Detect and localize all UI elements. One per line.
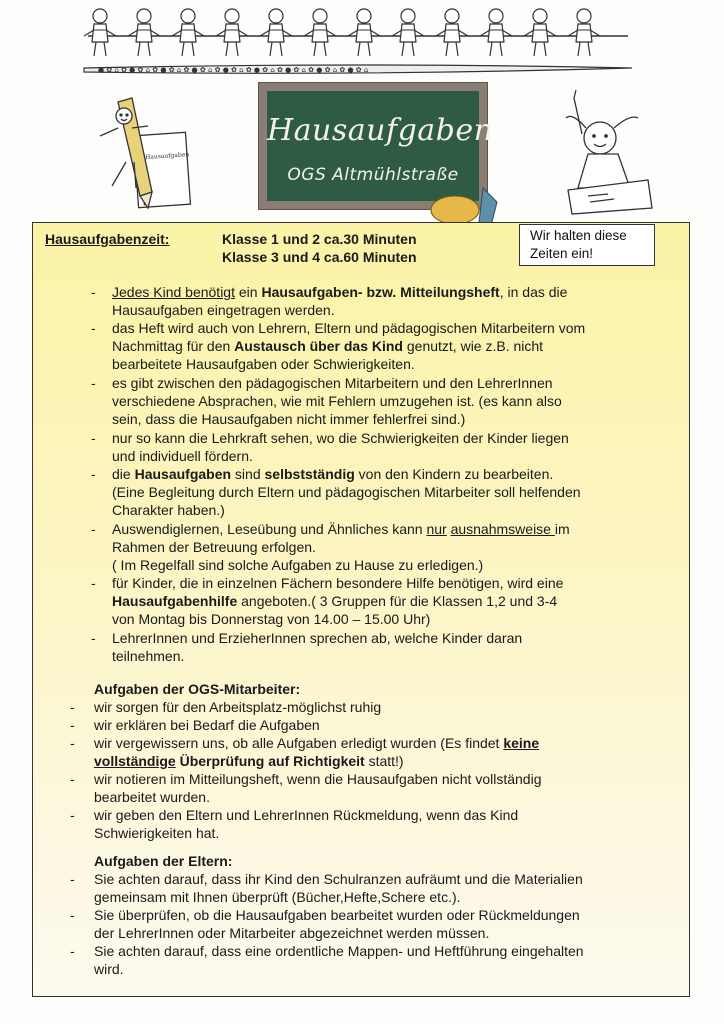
list-item: Sie achten darauf, dass ihr Kind den Schulranzen aufräumt und die Materialien bbox=[94, 871, 583, 887]
board-subtitle: OGS Altmühlstraße bbox=[287, 165, 459, 185]
list-item-line: verschiedene Absprachen, wie mit Fehlern umzugehen ist. (es kann also bbox=[112, 393, 562, 409]
callout-line: Zeiten ein! bbox=[530, 246, 594, 261]
bullet-dash: - bbox=[91, 320, 96, 336]
list-item: wir geben den Eltern und LehrerInnen Rückmeldung, wenn das Kind bbox=[94, 807, 519, 823]
list-item: wir sorgen für den Arbeitsplatz-möglichst ruhig bbox=[94, 699, 382, 715]
list-item: Sie achten darauf, dass eine ordentliche Mappen- und Heftführung eingehalten bbox=[94, 943, 584, 959]
list-item-line: Hausaufgaben eingetragen werden. bbox=[112, 302, 335, 318]
bullet-dash: - bbox=[70, 717, 75, 733]
list-item-line: gemeinsam mit Ihnen überprüft (Bücher,Hefte,Schere etc.). bbox=[94, 889, 461, 905]
parents-heading: Aufgaben der Eltern: bbox=[94, 853, 233, 869]
homework-time-label: Hausaufgabenzeit: bbox=[45, 231, 170, 247]
list-item: Jedes Kind benötigt ein Hausaufgaben- bzw. Mitteilungsheft, in das die bbox=[112, 284, 568, 300]
bullet-dash: - bbox=[70, 943, 75, 959]
list-item: für Kinder, die in einzelnen Fächern besondere Hilfe benötigen, wird eine bbox=[112, 575, 564, 591]
bullet-dash: - bbox=[70, 771, 75, 787]
list-item-line: Schwierigkeiten hat. bbox=[94, 825, 220, 841]
bullet-dash: - bbox=[70, 907, 75, 923]
callout-line: Wir halten diese bbox=[530, 228, 627, 243]
bullet-dash: - bbox=[70, 735, 75, 751]
list-item: wir erklären bei Bedarf die Aufgaben bbox=[94, 717, 320, 733]
bullet-dash: - bbox=[91, 430, 96, 446]
callout-box bbox=[519, 224, 655, 266]
board-title: Hausaufgaben bbox=[267, 113, 494, 148]
bullet-dash: - bbox=[91, 466, 96, 482]
list-item-line: bearbeitete Hausaufgaben oder Schwierigkeiten. bbox=[112, 356, 415, 372]
homework-time-row: Klasse 1 und 2 ca.30 Minuten bbox=[222, 231, 417, 247]
book-label: Hausaufgaben bbox=[144, 151, 190, 162]
ogs-heading: Aufgaben der OGS-Mitarbeiter: bbox=[94, 681, 301, 697]
list-item-line: Nachmittag für den Austausch über das Kind genutzt, wie z.B. nicht bbox=[112, 338, 544, 354]
list-item: nur so kann die Lehrkraft sehen, wo die Schwierigkeiten der Kinder liegen bbox=[112, 430, 569, 446]
bullet-dash: - bbox=[91, 521, 96, 537]
list-item-line: vollständige Überprüfung auf Richtigkeit statt!) bbox=[94, 753, 404, 769]
list-item: wir vergewissern uns, ob alle Aufgaben erledigt wurden (Es findet keine bbox=[94, 735, 540, 751]
list-item-line: Hausaufgabenhilfe angeboten.( 3 Gruppen für die Klassen 1,2 und 3-4 bbox=[112, 593, 558, 609]
list-item-line: bearbeitet wurden. bbox=[94, 789, 210, 805]
homework-time-row: Klasse 3 und 4 ca.60 Minuten bbox=[222, 249, 417, 265]
bullet-dash: - bbox=[91, 375, 96, 391]
svg-text:● ✿ ⌂ ✿ ● ✿ ⌂ ✿ ● ✿ ⌂ ✿ ● ✿ ⌂: ● ✿ ⌂ ✿ ● ✿ ⌂ ✿ ● ✿ ⌂ ✿ ● ✿ ⌂ ✿ ● ✿ ⌂ ✿ ● ✿ ⌂ ✿ ● ✿ ⌂ ✿ ● ✿ ⌂ ✿ ● ✿ ⌂ bbox=[98, 66, 369, 74]
list-item-line: Rahmen der Betreuung erfolgen. bbox=[112, 539, 316, 555]
list-item-line: Charakter haben.) bbox=[112, 502, 225, 518]
list-item: wir notieren im Mitteilungsheft, wenn die Hausaufgaben nicht vollständig bbox=[94, 771, 542, 787]
bullet-dash: - bbox=[91, 575, 96, 591]
girl-writing-illustration bbox=[548, 88, 658, 218]
list-item: LehrerInnen und ErzieherInnen sprechen ab, welche Kinder daran bbox=[112, 630, 523, 646]
bullet-dash: - bbox=[70, 807, 75, 823]
bullet-dash: - bbox=[91, 284, 96, 300]
list-item-line: von Montag bis Donnerstag von 14.00 – 15.00 Uhr) bbox=[112, 611, 431, 627]
list-item: Auswendiglernen, Leseübung und Ähnliches kann nur ausnahmsweise im bbox=[112, 521, 570, 537]
list-item-line: der LehrerInnen oder Mitarbeiter abgezeichnet werden müssen. bbox=[94, 925, 490, 941]
bullet-dash: - bbox=[91, 630, 96, 646]
list-item-line: sein, dass die Hausaufgaben nicht immer fehlerfrei sind.) bbox=[112, 411, 466, 427]
bullet-dash: - bbox=[70, 871, 75, 887]
list-item-line: ( Im Regelfall sind solche Aufgaben zu Hause zu erledigen.) bbox=[112, 557, 484, 573]
list-item: Sie überprüfen, ob die Hausaufgaben bearbeitet wurden oder Rückmeldungen bbox=[94, 907, 580, 923]
list-item: das Heft wird auch von Lehrern, Eltern und pädagogischen Mitarbeitern vom bbox=[112, 320, 586, 336]
list-item: es gibt zwischen den pädagogischen Mitarbeitern und den LehrerInnen bbox=[112, 375, 553, 391]
list-item-line: und individuell fördern. bbox=[112, 448, 253, 464]
children-chain-illustration bbox=[78, 6, 638, 86]
list-item-line: (Eine Begleitung durch Eltern und pädagogischen Mitarbeiter soll helfenden bbox=[112, 484, 581, 500]
list-item-line: teilnehmen. bbox=[112, 648, 185, 664]
list-item-line: wird. bbox=[94, 961, 124, 977]
bullet-dash: - bbox=[70, 699, 75, 715]
pencil-book-illustration bbox=[78, 92, 198, 212]
list-item: die Hausaufgaben sind selbstständig von den Kindern zu bearbeiten. bbox=[112, 466, 554, 482]
